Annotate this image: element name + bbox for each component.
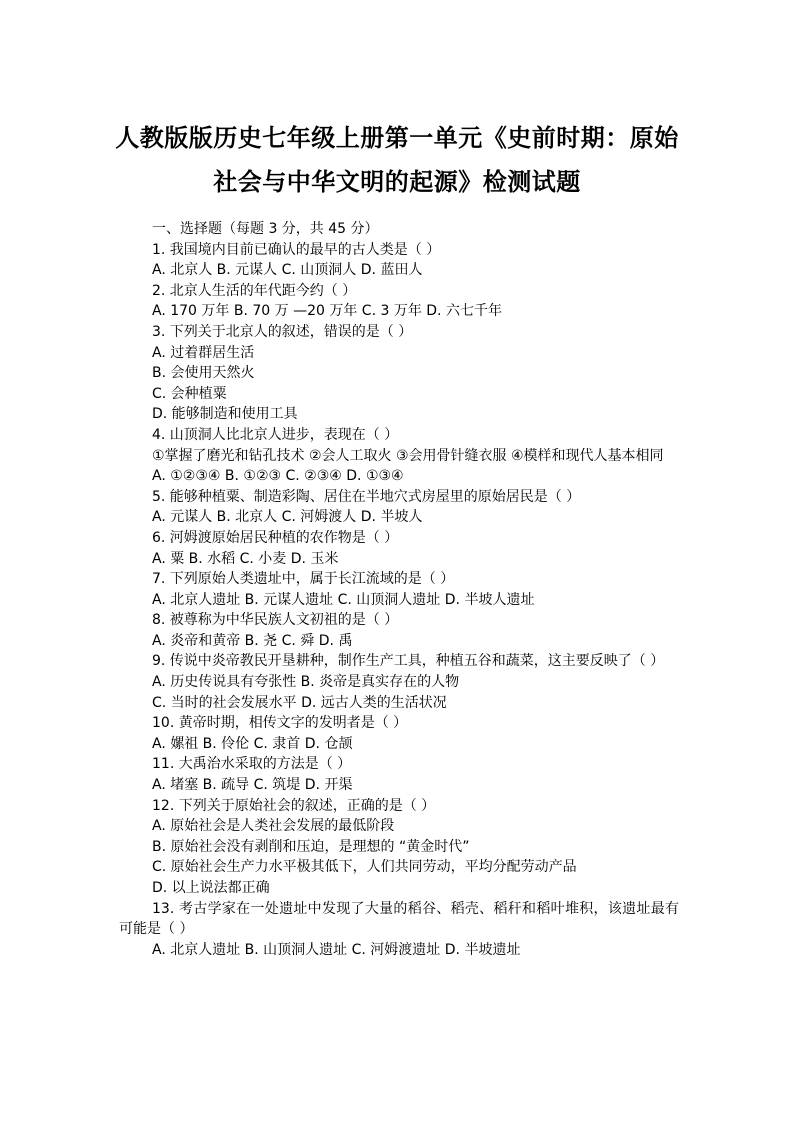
document-line: 6. 河姆渡原始居民种植的农作物是（ ） [152,529,399,546]
document-line: 8. 被尊称为中华民族人文初祖的是（ ） [152,612,399,629]
document-line: B. 会使用天然火 [152,365,255,382]
question-list [119,219,679,960]
document-line: C. 原始社会生产力水平极其低下，人们共同劳动，平均分配劳动产品 [152,859,577,876]
document-line: A. 历史传说具有夸张性 B. 炎帝是真实存在的人物 [152,674,460,691]
document-line: 10. 黄帝时期，相传文字的发明者是（ ） [152,715,408,732]
document-line: A. 过着群居生活 [152,344,255,361]
document-line: 一、选择题（每题 3 分，共 45 分） [152,221,379,237]
title-line-1: 人教版版历史七年级上册第一单元《史前时期：原始 [115,123,679,152]
document-line: A. 北京人遗址 B. 山顶洞人遗址 C. 河姆渡遗址 D. 半坡遗址 [152,941,521,958]
document-line: A. 嫘祖 B. 伶伦 C. 隶首 D. 仓颉 [152,735,353,752]
document-line: 5. 能够种植粟、制造彩陶、居住在半地穴式房屋里的原始居民是（ ） [152,488,581,505]
document-title [100,116,694,204]
document-line: A. 粟 B. 水稻 C. 小麦 D. 玉米 [152,550,339,567]
document-line: 12. 下列关于原始社会的叙述，正确的是（ ） [152,797,436,814]
document-line: ①掌握了磨光和钻孔技术 ②会人工取火 ③会用骨针缝衣服 ④模样和现代人基本相同 [152,447,664,464]
document-line: 9. 传说中炎帝教民开垦耕种，制作生产工具，种植五谷和蔬菜，这主要反映了（ ） [152,653,665,670]
document-line: 7. 下列原始人类遗址中，属于长江流域的是（ ） [152,571,455,588]
document-line: D. 以上说法都正确 [152,880,270,896]
document-line: 13. 考古学家在一处遗址中发现了大量的稻谷、稻壳、稻秆和稻叶堆积，该遗址最有可能是（ ） [119,900,679,938]
document-line: 1. 我国境内目前已确认的最早的古人类是（ ） [152,241,441,258]
document-line: A. 堵塞 B. 疏导 C. 筑堤 D. 开渠 [152,777,353,794]
document-line: D. 能够制造和使用工具 [152,406,298,423]
document-line: 3. 下列关于北京人的叙述，错误的是（ ） [152,323,413,340]
document-line: 2. 北京人生活的年代距今约（ ） [152,282,357,299]
document-line: 4. 山顶洞人比北京人进步，表现在（ ） [152,426,399,443]
document-line: B. 原始社会没有剥削和压迫，是理想的 “黄金时代” [152,838,470,855]
document-line: 11. 大禹治水采取的方法是（ ） [152,756,352,773]
document-line: A. 炎帝和黄帝 B. 尧 C. 舜 D. 禹 [152,632,353,649]
document-line: A. 170 万年 B. 70 万 —20 万年 C. 3 万年 D. 六七千年 [152,303,502,320]
document-line: A. 北京人遗址 B. 元谋人遗址 C. 山顶洞人遗址 D. 半坡人遗址 [152,591,535,608]
title-line-2: 社会与中华文明的起源》检测试题 [213,167,581,196]
document-line: C. 会种植粟 [152,385,227,402]
document-line: A. 元谋人 B. 北京人 C. 河姆渡人 D. 半坡人 [152,509,423,526]
document-line: A. 原始社会是人类社会发展的最低阶段 [152,818,395,835]
document-line: C. 当时的社会发展水平 D. 远古人类的生活状况 [152,694,447,711]
document-line: A. 北京人 B. 元谋人 C. 山顶洞人 D. 蓝田人 [152,262,423,279]
document-line: A. ①②③④ B. ①②③ C. ②③④ D. ①③④ [152,468,404,485]
